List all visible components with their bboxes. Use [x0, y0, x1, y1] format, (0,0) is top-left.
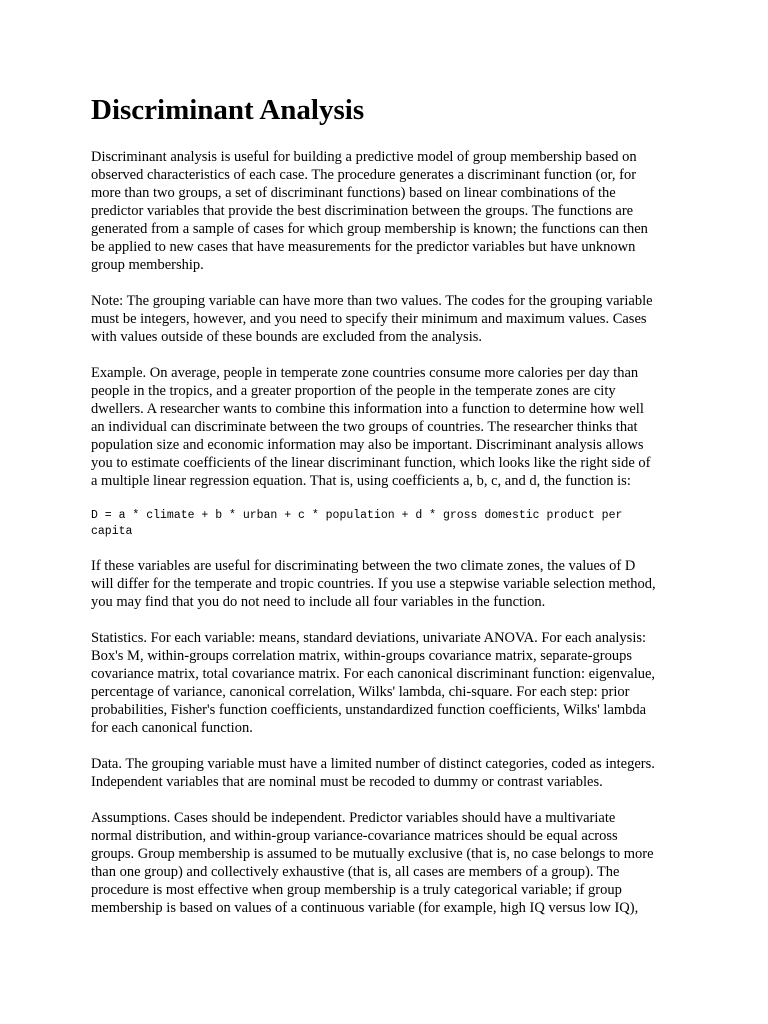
example-paragraph: Example. On average, people in temperate zone countries consume more calories per day than people in the tropics, and a greater proportion of the people in the temperate zones are city dwellers. A researcher wants to combine this information into a function to determine how well an individual can discriminate between the two groups of countries. The researcher thinks that population size and economic information may also be important. Discriminant analysis allows you to estimate coefficients of the linear discriminant function, which looks like the right side of a multiple linear regression equation. That is, using coefficients a, b, c, and d, the function is: [91, 365, 651, 489]
interpretation-paragraph: If these variables are useful for discriminating between the two climate zones, the values of D will differ for the temperate and tropic countries. If you use a stepwise variable selection method, you may find that you do not need to include all four variables in the function. [91, 558, 656, 610]
data-paragraph: Data. The grouping variable must have a limited number of distinct categories, coded as integers. Independent variables that are nominal must be recoded to dummy or contrast variables. [91, 756, 655, 790]
note-paragraph: Note: The grouping variable can have more than two values. The codes for the grouping variable must be integers, however, and you need to specify their minimum and maximum values. Cases with values outside of these bounds are excluded from the analysis. [91, 293, 653, 345]
document-title: Discriminant Analysis [91, 94, 365, 126]
assumptions-paragraph: Assumptions. Cases should be independent. Predictor variables should have a multivariate normal distribution, and within-group variance-covariance matrices should be equal across groups. Group membership is assumed to be mutually exclusive (that is, no case belongs to more than one group) and collectively exhaustive (that is, all cases are members of a group). The procedure is most effective when group membership is a truly categorical variable; if group membership is based on values of a continuous variable (for example, high IQ versus low IQ), [91, 810, 654, 916]
intro-paragraph: Discriminant analysis is useful for building a predictive model of group membership based on observed characteristics of each case. The procedure generates a discriminant function (or, for more than two groups, a set of discriminant functions) based on linear combinations of the predictor variables that provide the best discrimination between the groups. The functions are generated from a sample of cases for which group membership is known; the functions can then be applied to new cases that have measurements for the predictor variables but have unknown group membership. [91, 149, 648, 273]
discriminant-function-equation: D = a * climate + b * urban + c * population + d * gross domestic product per capita [91, 509, 623, 538]
document-page [91, 92, 691, 935]
statistics-paragraph: Statistics. For each variable: means, standard deviations, univariate ANOVA. For each analysis: Box's M, within-groups correlation matrix, within-groups covariance matrix, separate-groups covariance matrix, total covariance matrix. For each canonical discriminant function: eigenvalue, percentage of variance, canonical correlation, Wilks' lambda, chi-square. For each step: prior probabilities, Fisher's function coefficients, unstandardized function coefficients, Wilks' lambda for each canonical function. [91, 630, 656, 736]
